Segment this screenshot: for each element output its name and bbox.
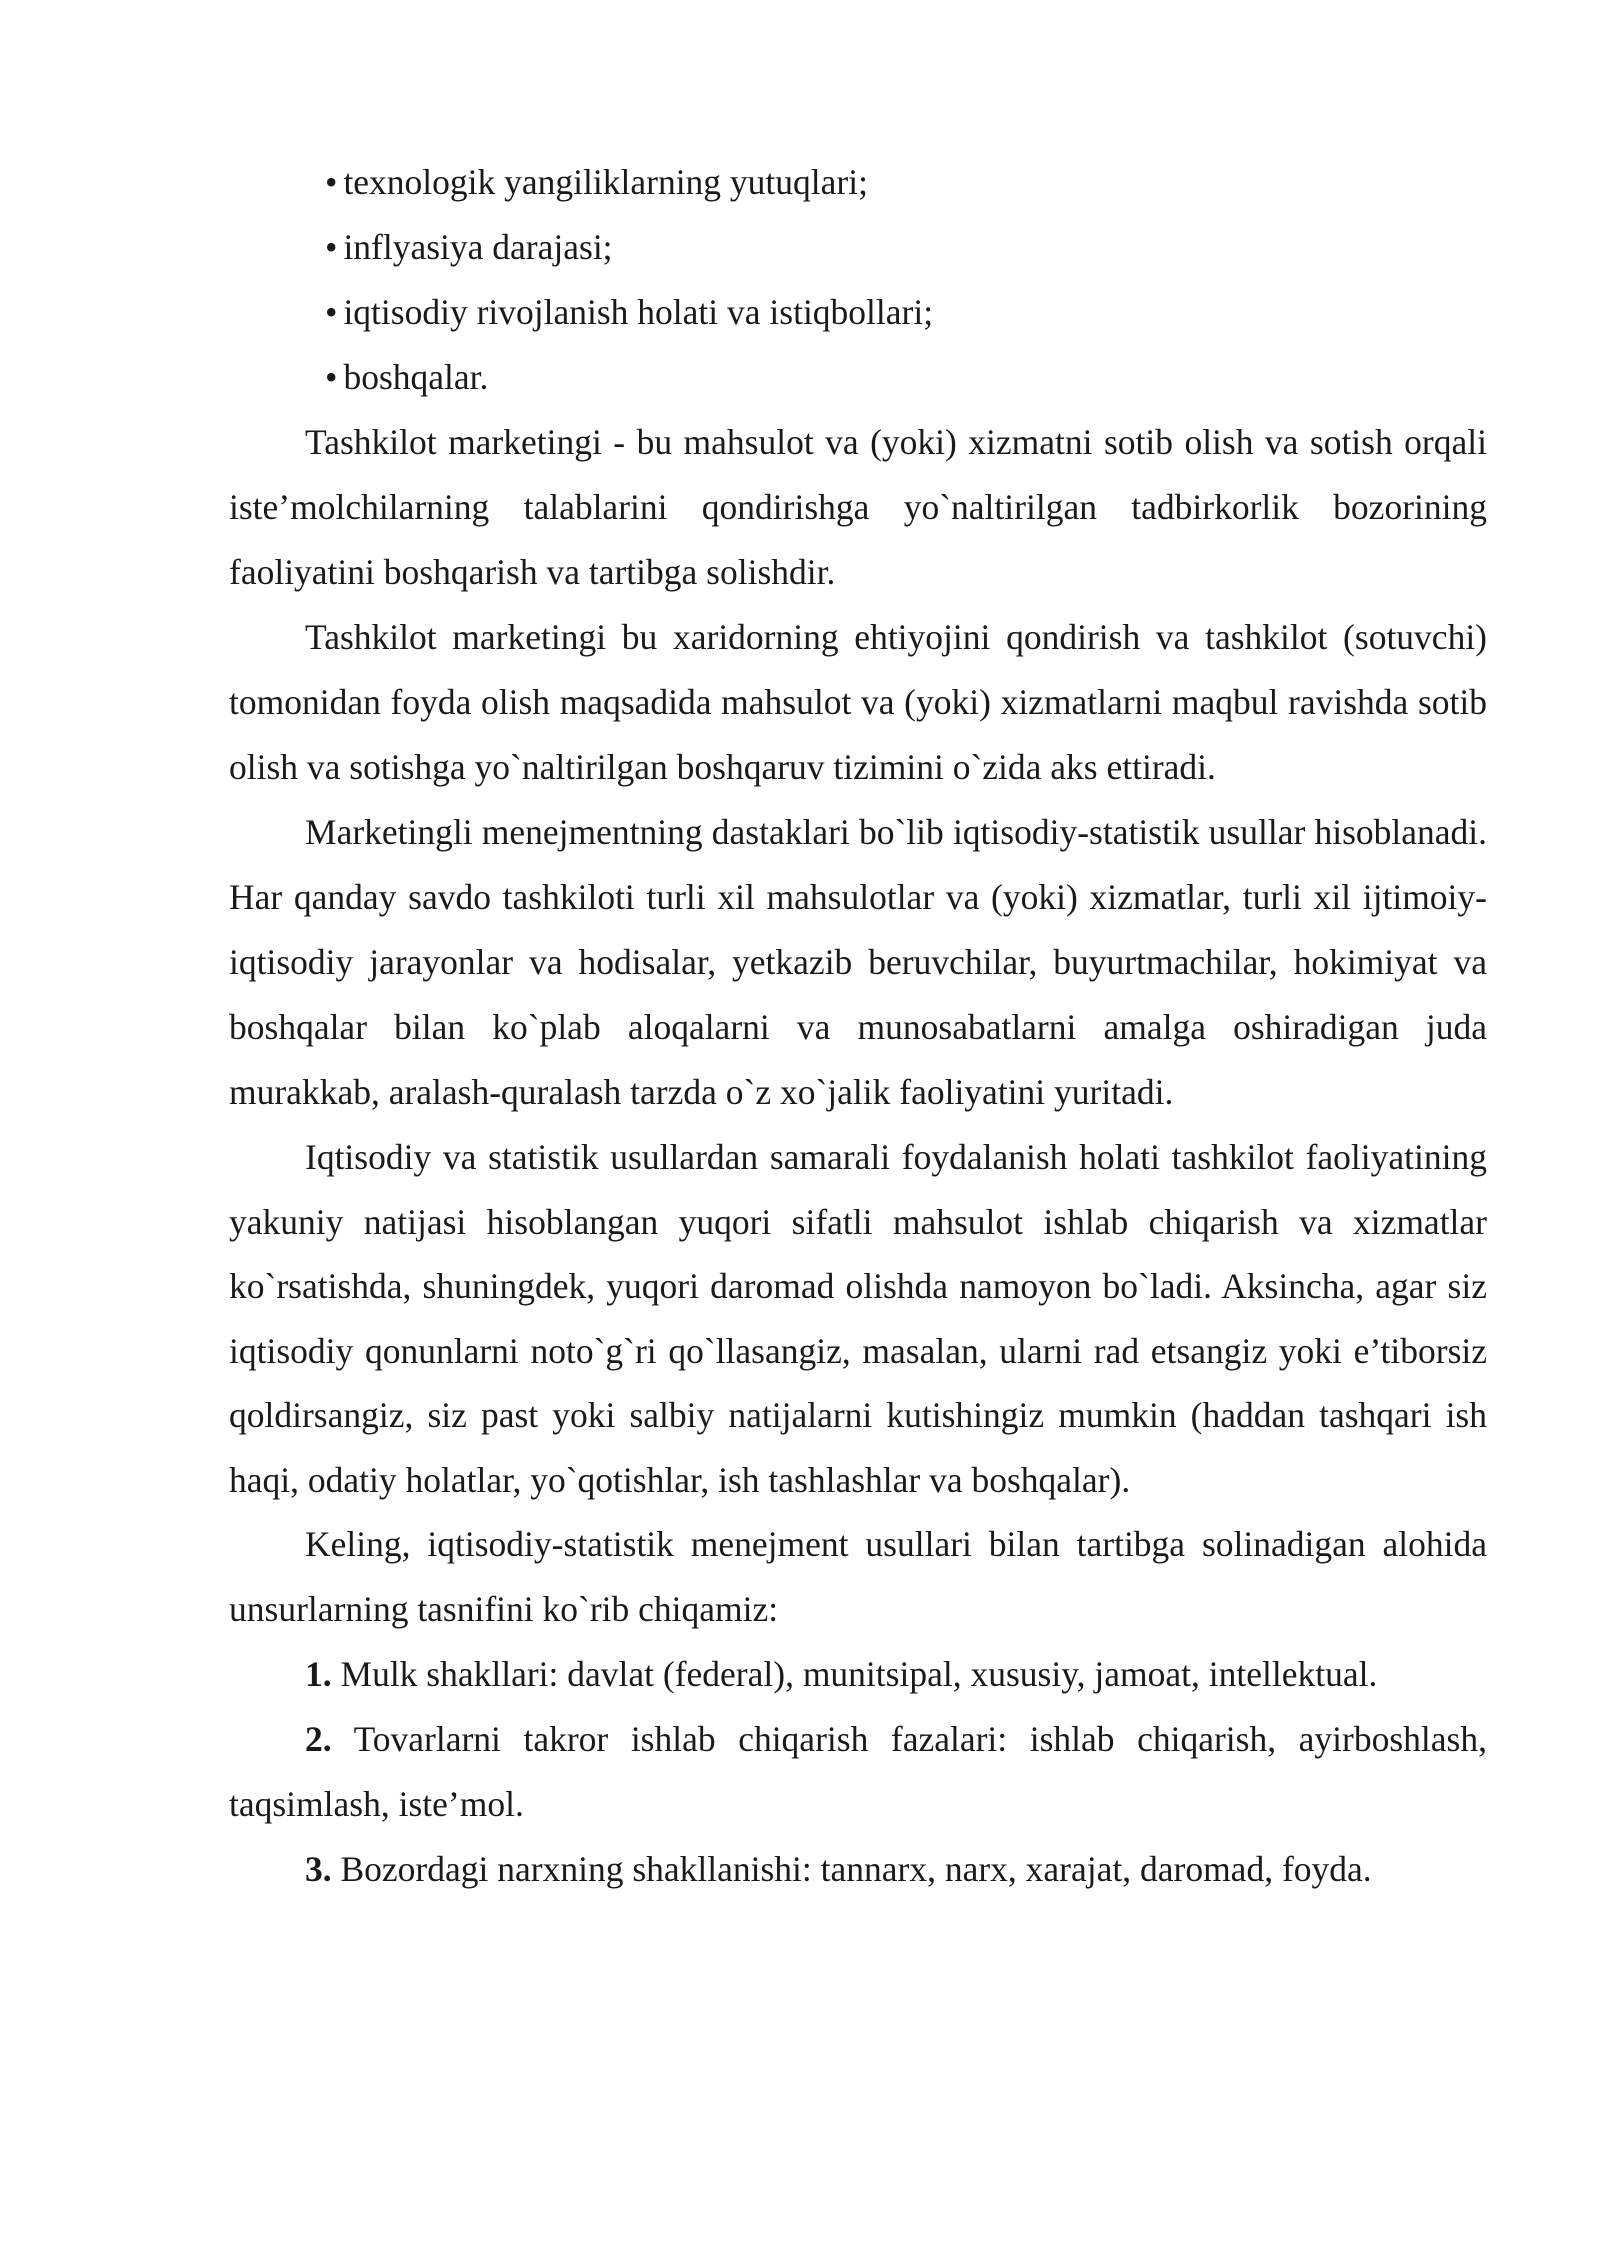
bullet-text: texnologik yangiliklarning yutuqlari;	[343, 162, 868, 202]
paragraph-organization-marketing-definition: Tashkilot marketingi - bu mahsulot va (yoki) xizmatni sotib olish va sotish orqali iste’molchilarning talablarini qondirishga yo`naltirilgan tadbirkorlik bozorining faoliyatini boshqarish va tartibga solishdir.	[229, 422, 1487, 592]
bullet-glyph: •	[325, 227, 338, 267]
bullet-glyph: •	[325, 357, 338, 397]
paragraph-marketing-management-levers: Marketingli menejmentning dastaklari bo`lib iqtisodiy-statistik usullar hisoblanadi. Har qanday savdo tashkiloti turli xil mahsulotlar va (yoki) xizmatlar, turli xil ijtimoiy-iqtisodiy jarayonlar va hodisalar, yetkazib beruvchilar, buyurtmachilar, hokimiyat va boshqalar bilan ko`plab aloqalarni va munosabatlarni amalga oshiradigan juda murakkab, aralash-quralash tarzda o`z xo`jalik faoliyatini yuritadi.	[229, 812, 1487, 1112]
bullet-item	[229, 150, 1487, 215]
numbered-item	[229, 1837, 1487, 1902]
bullet-text: inflyasiya darajasi;	[343, 227, 613, 267]
item-number: 3.	[305, 1849, 332, 1889]
bullet-list	[229, 150, 1487, 410]
bullet-glyph: •	[325, 162, 338, 202]
item-number: 2.	[305, 1719, 332, 1759]
item-text: Bozordagi narxning shakllanishi: tannarx, narx, xarajat, daromad, foyda.	[340, 1849, 1372, 1889]
bullet-text: boshqalar.	[343, 357, 489, 397]
bullet-item	[229, 215, 1487, 280]
numbered-item	[229, 1642, 1487, 1707]
bullet-item	[229, 345, 1487, 410]
paragraph-economic-statistical-methods: Iqtisodiy va statistik usullardan samarali foydalanish holati tashkilot faoliyatining yakuniy natijasi hisoblangan yuqori sifatli mahsulot ishlab chiqarish va xizmatlar ko`rsatishda, shuningdek, yuqori daromad olishda namoyon bo`ladi. Aksincha, agar siz iqtisodiy qonunlarni noto`g`ri qo`llasangiz, masalan, ularni rad etsangiz yoki e’tiborsiz qoldirsangiz, siz past yoki salbiy natijalarni kutishingiz mumkin (haddan tashqari ish haqi, odatiy holatlar, yo`qotishlar, ish tashlashlar va boshqalar).	[229, 1137, 1487, 1500]
item-number: 1.	[305, 1654, 332, 1694]
paragraph-organization-marketing-system: Tashkilot marketingi bu xaridorning ehtiyojini qondirish va tashkilot (sotuvchi) tomonidan foyda olish maqsadida mahsulot va (yoki) xizmatlarni maqbul ravishda sotib olish va sotishga yo`naltirilgan boshqaruv tizimini o`zida aks ettiradi.	[229, 617, 1487, 787]
item-text: Mulk shakllari: davlat (federal), munitsipal, xususiy, jamoat, intellektual.	[340, 1654, 1378, 1694]
document-page	[229, 150, 1487, 1902]
bullet-glyph: •	[325, 292, 338, 332]
paragraph-classification-intro: Keling, iqtisodiy-statistik menejment usullari bilan tartibga solinadigan alohida unsurlarning tasnifini ko`rib chiqamiz:	[229, 1524, 1487, 1629]
bullet-text: iqtisodiy rivojlanish holati va istiqbollari;	[343, 292, 934, 332]
bullet-item	[229, 280, 1487, 345]
item-text: Tovarlarni takror ishlab chiqarish fazalari: ishlab chiqarish, ayirboshlash, taqsimlash, iste’mol.	[229, 1719, 1487, 1824]
numbered-item	[229, 1707, 1487, 1837]
